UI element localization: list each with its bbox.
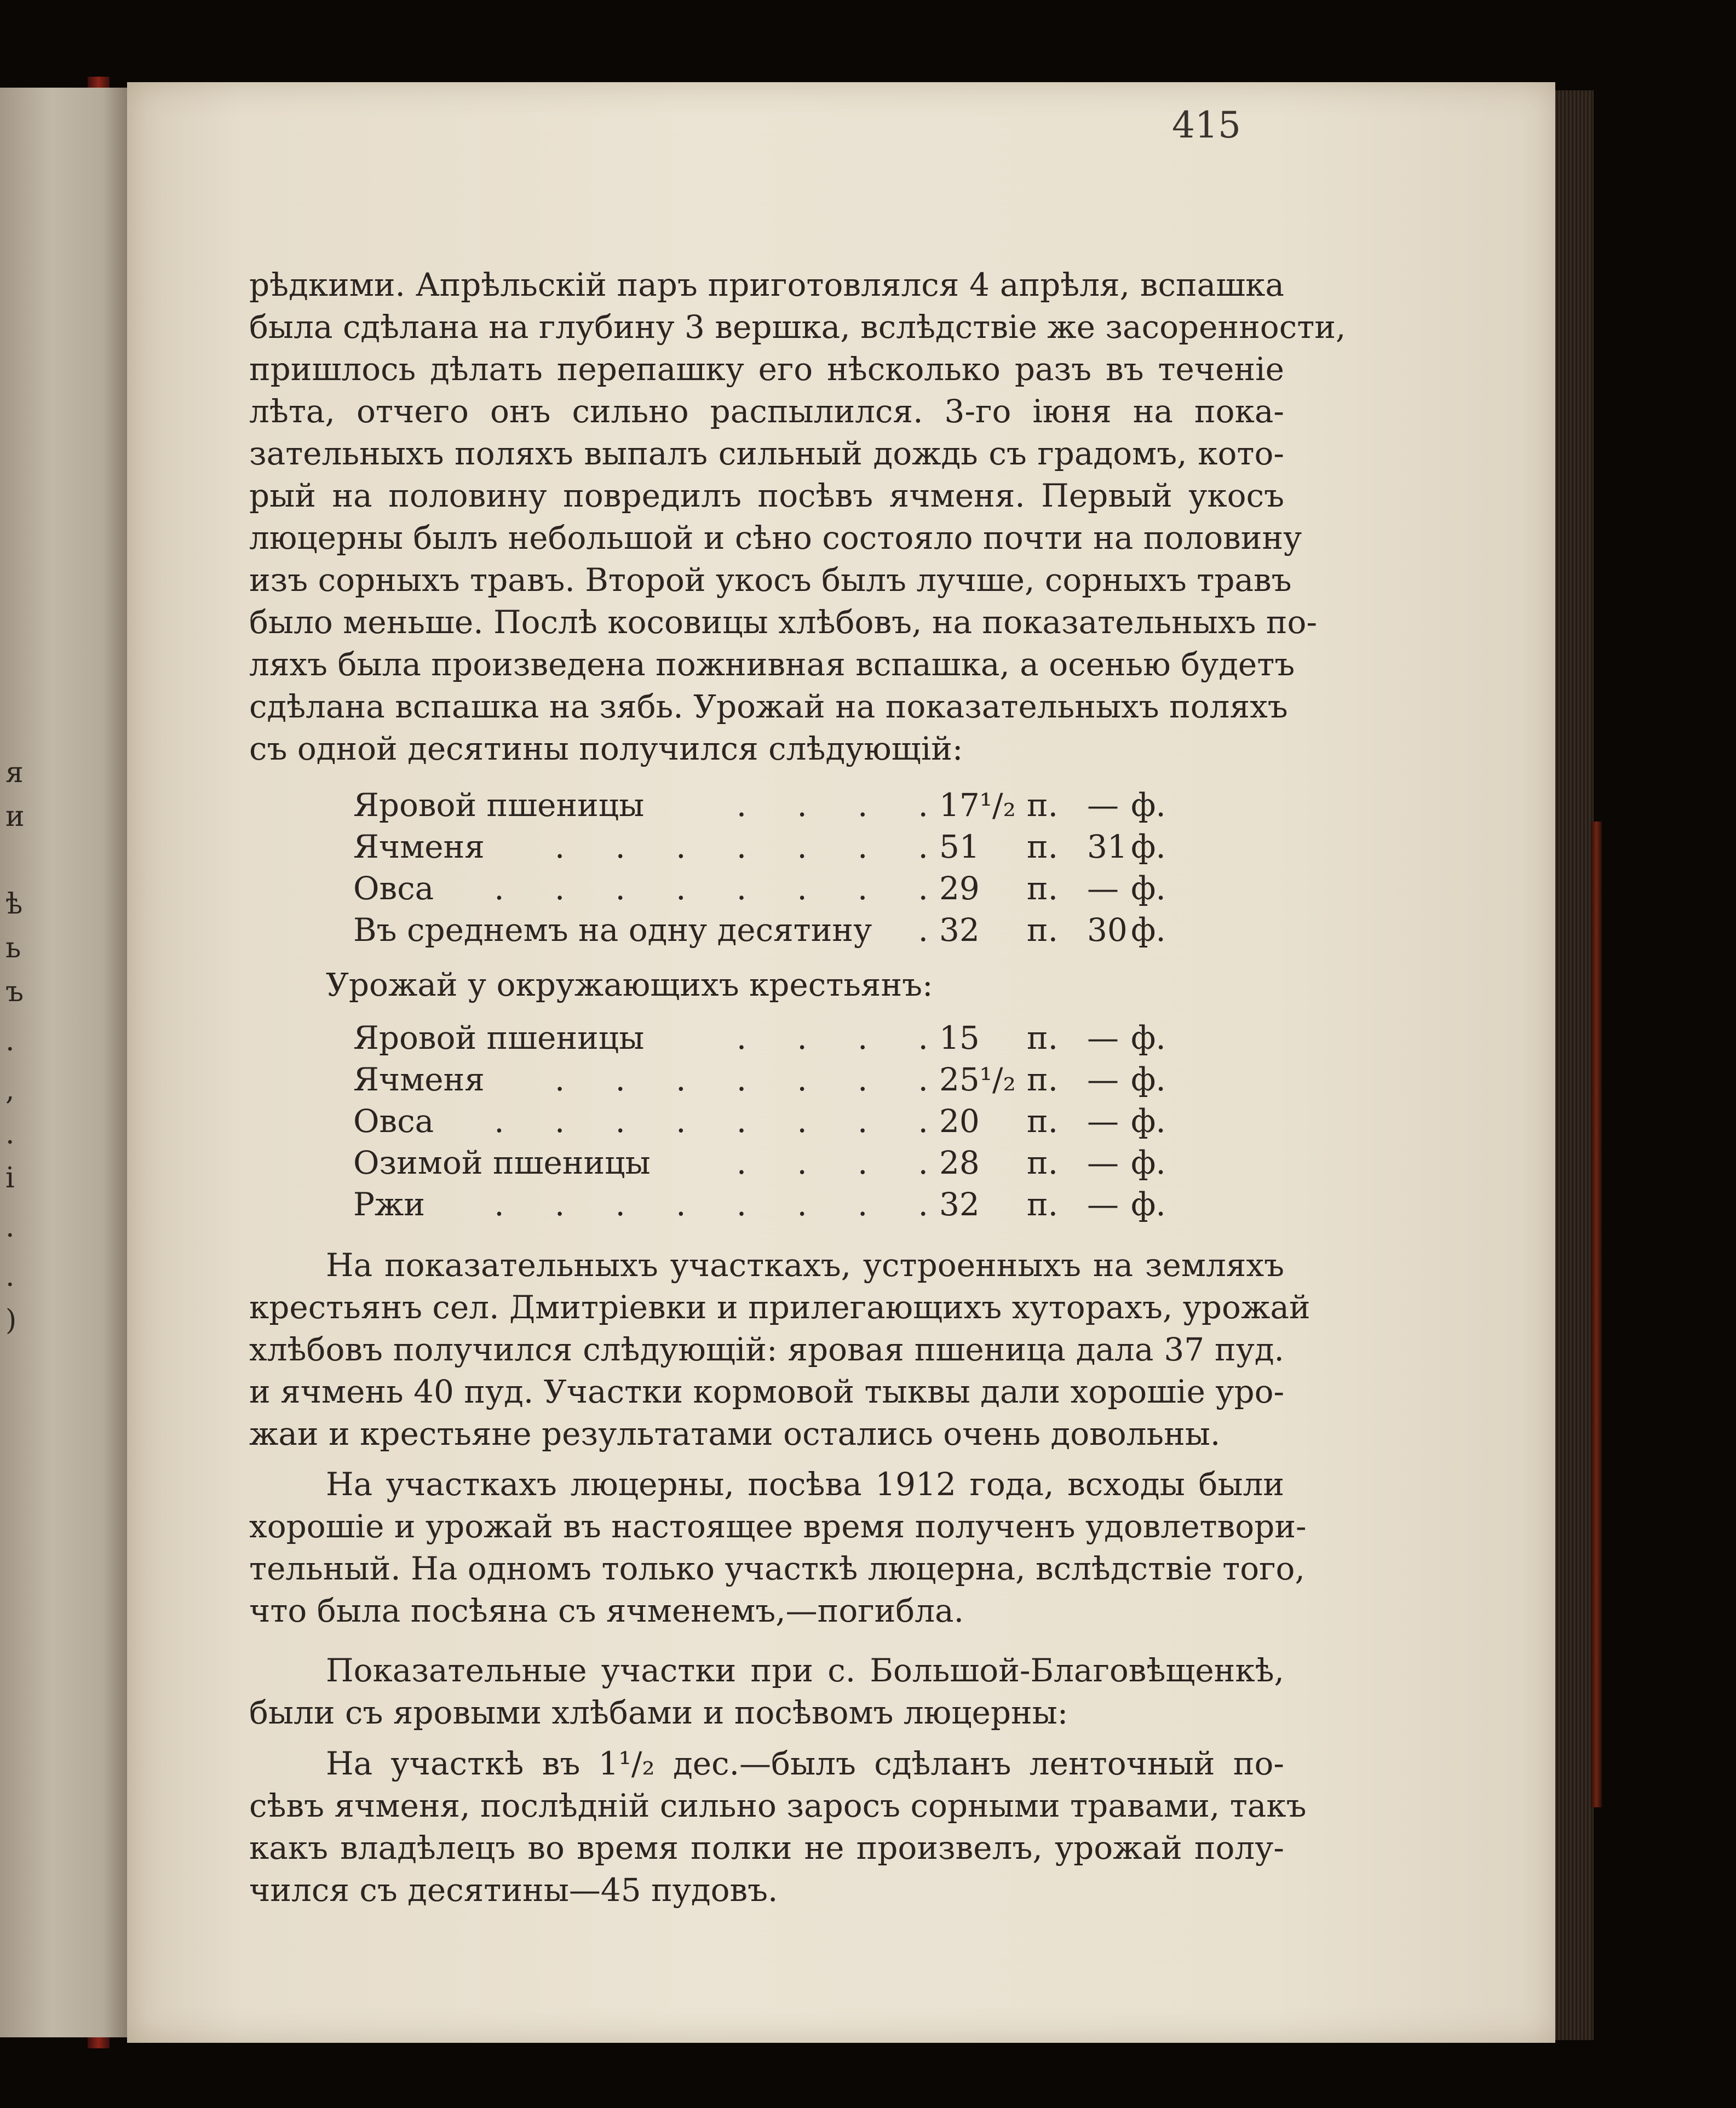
unit-funt: ф.	[1131, 786, 1166, 824]
crop-name: Въ среднемъ на одну десятину	[353, 911, 872, 949]
table-row	[353, 1058, 1175, 1101]
crop-name: Ячменя	[353, 828, 485, 865]
leader-dots: . . . . . . .	[554, 1061, 928, 1098]
table-row	[353, 908, 1175, 952]
yield-funts: —	[1087, 870, 1119, 907]
yield-poods: 28	[939, 1144, 980, 1181]
unit-pood: п.	[1027, 1144, 1059, 1181]
unit-pood: п.	[1027, 1061, 1059, 1098]
left-page-glyph: ь	[5, 932, 21, 964]
text-line: лѣта, отчего онъ сильно распылился. 3-го іюня на пока-	[249, 393, 1284, 430]
text-line: крестьянъ сел. Дмитріевки и прилегающихъ хуторахъ, урожай	[249, 1289, 1310, 1326]
yield-funts: —	[1087, 1144, 1119, 1181]
left-page-glyphs	[0, 88, 129, 2037]
yield-funts: —	[1087, 1186, 1119, 1223]
unit-funt: ф.	[1131, 1144, 1166, 1181]
unit-pood: п.	[1027, 870, 1059, 907]
leader-dots: . . . . . . . .	[494, 1102, 928, 1140]
text-line: На участкѣ въ 1¹/₂ дес.—былъ сдѣланъ ленточный по-	[326, 1745, 1284, 1782]
text-line: изъ сорныхъ травъ. Второй укосъ былъ лучше, сорныхъ травъ	[249, 561, 1292, 599]
left-page-glyph: .	[5, 1211, 15, 1244]
leader-dots: . . . . . . . .	[494, 1186, 928, 1223]
text-line: съ одной десятины получился слѣдующій:	[249, 730, 963, 767]
leader-dots: . . . .	[736, 786, 928, 824]
text-line: чился съ десятины—45 пудовъ.	[249, 1871, 778, 1909]
table-row	[353, 1099, 1175, 1143]
leader-dots: .	[918, 911, 928, 949]
text-line: было меньше. Послѣ косовицы хлѣбовъ, на показательныхъ по-	[249, 604, 1318, 641]
table-row	[353, 866, 1175, 910]
unit-pood: п.	[1027, 911, 1059, 949]
left-page-glyph: .	[5, 1118, 15, 1151]
unit-pood: п.	[1027, 1019, 1059, 1056]
text-line: хорошіе и урожай въ настоящее время полученъ удовлетвори-	[249, 1508, 1307, 1545]
text-line: жаи и крестьяне результатами остались очень довольны.	[249, 1415, 1221, 1452]
text-line: зательныхъ поляхъ выпалъ сильный дождь съ градомъ, кото-	[249, 435, 1284, 472]
crop-name: Ячменя	[353, 1061, 485, 1098]
left-page-fragment	[0, 88, 131, 2037]
yield-poods: 17¹/₂	[939, 786, 1016, 824]
leader-dots: . . . .	[736, 1144, 928, 1181]
unit-pood: п.	[1027, 1102, 1059, 1140]
table-heading-peasants: Урожай у окружающихъ крестьянъ:	[326, 966, 933, 1003]
yield-funts: —	[1087, 1102, 1119, 1140]
crop-name: Яровой пшеницы	[353, 786, 645, 824]
yield-funts: —	[1087, 1061, 1119, 1098]
leader-dots: . . . . . . .	[554, 828, 928, 865]
table-row	[353, 783, 1175, 827]
yield-poods: 25¹/₂	[939, 1061, 1016, 1098]
left-page-glyph: .	[5, 1260, 15, 1293]
table-row	[353, 825, 1175, 869]
text-line: ляхъ была произведена пожнивная вспашка, а осенью будетъ	[249, 646, 1295, 683]
unit-funt: ф.	[1131, 1102, 1166, 1140]
unit-funt: ф.	[1131, 870, 1166, 907]
crop-name: Озимой пшеницы	[353, 1144, 651, 1181]
text-line: хлѣбовъ получился слѣдующій: яровая пшеница дала 37 пуд.	[249, 1331, 1284, 1368]
text-line: Показательные участки при с. Большой-Благовѣщенкѣ,	[326, 1652, 1284, 1689]
text-line: была сдѣлана на глубину 3 вершка, вслѣдствіе же засоренности,	[249, 308, 1346, 346]
yield-funts: —	[1087, 786, 1119, 824]
left-page-glyph: ѣ	[5, 888, 23, 921]
yield-poods: 32	[939, 911, 980, 949]
text-line: что была посѣяна съ ячменемъ,—погибла.	[249, 1592, 964, 1629]
table-row	[353, 1141, 1175, 1185]
left-page-glyph: ъ	[5, 975, 24, 1008]
unit-pood: п.	[1027, 828, 1059, 865]
yield-funts: 30	[1087, 911, 1128, 949]
yield-funts: 31	[1087, 828, 1128, 865]
table-row	[353, 1182, 1175, 1226]
text-line: сѣвъ ячменя, послѣдній сильно заросъ сорными травами, такъ	[249, 1787, 1307, 1824]
unit-funt: ф.	[1131, 828, 1166, 865]
unit-funt: ф.	[1131, 1061, 1166, 1098]
crop-name: Овса	[353, 1102, 434, 1140]
page-number: 415	[1172, 104, 1241, 146]
left-page-glyph: .	[5, 1025, 15, 1058]
yield-poods: 32	[939, 1186, 980, 1223]
right-page-stack-edge	[1550, 90, 1594, 2040]
unit-pood: п.	[1027, 1186, 1059, 1223]
yield-poods: 51	[939, 828, 980, 865]
right-book-edge-red	[1591, 822, 1602, 1807]
yield-poods: 15	[939, 1019, 980, 1056]
leader-dots: . . . .	[736, 1019, 928, 1056]
left-page-glyph: )	[5, 1304, 17, 1337]
text-line: На участкахъ люцерны, посѣва 1912 года, всходы были	[326, 1466, 1284, 1503]
table-row	[353, 1016, 1175, 1060]
left-page-glyph: ,	[5, 1074, 15, 1107]
text-line: рѣдкими. Апрѣльскій паръ приготовлялся 4 апрѣля, вспашка	[249, 266, 1284, 303]
left-page-glyph: і	[5, 1162, 15, 1194]
crop-name: Овса	[353, 870, 434, 907]
crop-name: Яровой пшеницы	[353, 1019, 645, 1056]
left-page-glyph: я	[5, 756, 24, 789]
leader-dots: . . . . . . . .	[494, 870, 928, 907]
text-line: люцерны былъ небольшой и сѣно состояло почти на половину	[249, 519, 1302, 556]
yield-poods: 20	[939, 1102, 980, 1140]
text-line: были съ яровыми хлѣбами и посѣвомъ люцерны:	[249, 1694, 1068, 1731]
text-line: какъ владѣлецъ во время полки не произвелъ, урожай полу-	[249, 1829, 1284, 1866]
left-page-glyph: и	[5, 800, 25, 833]
text-line: рый на половину повредилъ посѣвъ ячменя. Первый укосъ	[249, 477, 1284, 514]
text-line: На показательныхъ участкахъ, устроенныхъ на земляхъ	[326, 1247, 1284, 1284]
text-line: и ячмень 40 пуд. Участки кормовой тыквы дали хорошіе уро-	[249, 1373, 1285, 1410]
crop-name: Ржи	[353, 1186, 426, 1223]
unit-pood: п.	[1027, 786, 1059, 824]
yield-funts: —	[1087, 1019, 1119, 1056]
unit-funt: ф.	[1131, 1019, 1166, 1056]
unit-funt: ф.	[1131, 1186, 1166, 1223]
text-line: сдѣлана вспашка на зябь. Урожай на показательныхъ поляхъ	[249, 688, 1288, 725]
yield-poods: 29	[939, 870, 980, 907]
unit-funt: ф.	[1131, 911, 1166, 949]
text-line: тельный. На одномъ только участкѣ люцерна, вслѣдствіе того,	[249, 1550, 1305, 1587]
text-line: пришлось дѣлать перепашку его нѣсколько разъ въ теченіе	[249, 351, 1284, 388]
